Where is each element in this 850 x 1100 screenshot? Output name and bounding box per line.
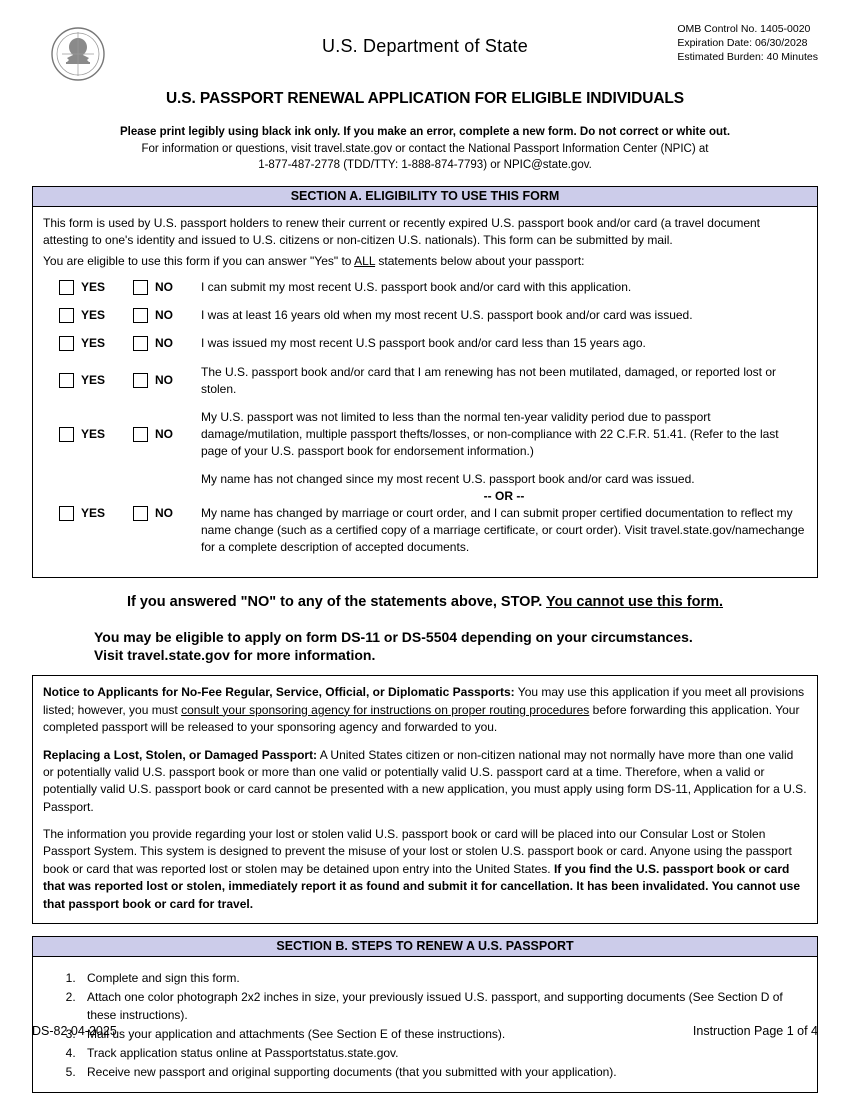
form-number: DS-82 04-2025 bbox=[32, 1024, 117, 1038]
eligibility-row bbox=[43, 307, 807, 324]
omb-expiration-date: Expiration Date: 06/30/2028 bbox=[677, 37, 808, 50]
intro-2-before: You are eligible to use this form if you can answer "Yes" to bbox=[43, 253, 355, 268]
visit-website-text: Visit travel.state.gov for more information. bbox=[94, 647, 376, 664]
yes-label: YES bbox=[81, 336, 106, 351]
section-a-header: SECTION A. ELIGIBILITY TO USE THIS FORM bbox=[32, 186, 818, 207]
yes-label: YES bbox=[81, 308, 106, 323]
eligibility-4-no-option[interactable] bbox=[133, 372, 199, 389]
eligibility-3-yes-option[interactable] bbox=[59, 335, 133, 352]
notices-box bbox=[32, 675, 818, 924]
yes-label: YES bbox=[81, 373, 106, 388]
eligibility-1-no-option[interactable] bbox=[133, 279, 199, 296]
stop-notice-line-1 bbox=[32, 592, 818, 614]
yes-label: YES bbox=[81, 505, 106, 520]
no-fee-notice bbox=[43, 684, 807, 736]
eligibility-5-yes-option[interactable] bbox=[59, 426, 133, 443]
list-item: 5. Receive new passport and original supporting documents (that you submitted with your application). bbox=[79, 1063, 807, 1081]
alternate-forms-text: You may be eligible to apply on form DS-11 or DS-5504 depending on your circumstances. bbox=[94, 628, 693, 645]
list-item: 4. Track application status online at Passportstatus.state.gov. bbox=[79, 1044, 807, 1062]
name-unchanged-text: My name has not changed since my most recent U.S. passport book and/or card was issued. bbox=[201, 471, 695, 486]
consular-system-text: The information you provide regarding your lost or stolen valid U.S. passport book or card will be placed into our Consular Lost or Stolen Passport System. This system is designed to prevent the misuse of your lost or stolen U.S. passport book or card. Anyone using the passport book or card that was reported lost or stolen may be detained upon entry into the United States. bbox=[43, 827, 792, 876]
no-label: NO bbox=[155, 426, 173, 441]
department-title: U.S. Department of State bbox=[322, 36, 528, 56]
no-label: NO bbox=[155, 505, 173, 520]
eligibility-row bbox=[43, 364, 807, 398]
page-label: Instruction Page 1 of 4 bbox=[692, 1024, 818, 1038]
checkbox-icon[interactable] bbox=[133, 336, 148, 351]
eligibility-1-text: I can submit my most recent U.S. passport book and/or card with this application. bbox=[201, 280, 632, 295]
print-instructions bbox=[32, 124, 818, 174]
consular-system-notice bbox=[43, 826, 807, 913]
eligibility-2-text: I was at least 16 years old when my most recent U.S. passport book and/or card was issued. bbox=[201, 308, 693, 323]
or-divider: -- OR -- bbox=[483, 488, 525, 503]
eligibility-5-no-option[interactable] bbox=[133, 426, 199, 443]
list-item: 2. Attach one color photograph 2x2 inches in size, your previously issued U.S. passport, and supporting documents (See Section D of these instructions). bbox=[79, 988, 807, 1024]
eligibility-row bbox=[43, 409, 807, 460]
omb-estimated-burden: Estimated Burden: 40 Minutes bbox=[677, 51, 818, 64]
checkbox-icon[interactable] bbox=[59, 280, 74, 295]
form-title: U.S. PASSPORT RENEWAL APPLICATION FOR ELIGIBLE INDIVIDUALS bbox=[165, 90, 685, 107]
omb-info bbox=[677, 22, 818, 65]
no-fee-notice-heading: Notice to Applicants for No-Fee Regular, Service, Official, or Diplomatic Passports: bbox=[43, 685, 515, 700]
eligibility-row bbox=[43, 279, 807, 296]
eligibility-row bbox=[43, 471, 807, 556]
section-a-intro-1: This form is used by U.S. passport holders to renew their current or recently expired U.S. passport book and/or card (a travel document attesting to one's identity and issued to U.S. citizens or non-citizen U.S. nationals). This form can be submitted by mail. bbox=[43, 216, 760, 247]
no-label: NO bbox=[155, 373, 173, 388]
checkbox-icon[interactable] bbox=[133, 373, 148, 388]
list-item: 3. Mail us your application and attachments (See Section E of these instructions). bbox=[79, 1025, 807, 1043]
no-label: NO bbox=[155, 280, 173, 295]
replacing-passport-text: A United States citizen or non-citizen national may not normally have more than one valid or potentially valid U.S. passport book or more than one valid or potentially valid U.S. passport card at a time. Therefore, when a valid or potentially valid U.S. passport book or card cannot be presented with a new application, you must apply using form DS-11, Application for a U.S. Passport. bbox=[43, 747, 807, 814]
eligibility-4-yes-option[interactable] bbox=[59, 372, 133, 389]
eligibility-4-text: The U.S. passport book and/or card that I am renewing has not been mutilated, damaged, or reported lost or stolen. bbox=[201, 364, 776, 396]
replacing-passport-heading: Replacing a Lost, Stolen, or Damaged Passport: bbox=[43, 747, 318, 762]
intro-2-all: ALL bbox=[354, 253, 376, 268]
stop-text: If you answered "NO" to any of the statements above, STOP. bbox=[126, 593, 547, 610]
section-a-intro-2 bbox=[43, 253, 807, 270]
checkbox-icon[interactable] bbox=[59, 336, 74, 351]
name-changed-text: My name has changed by marriage or court order, and I can submit proper certified documentation to reflect my name change (such as a certified copy of a marriage certificate, or court order). Visit travel.state.gov/namechange for a complete description of accepted documents. bbox=[201, 505, 805, 554]
state-department-seal-icon bbox=[50, 26, 106, 82]
checkbox-icon[interactable] bbox=[133, 427, 148, 442]
checkbox-icon[interactable] bbox=[59, 506, 74, 521]
stop-notice bbox=[32, 592, 818, 666]
eligibility-6-no-option[interactable] bbox=[133, 505, 199, 522]
eligibility-row bbox=[43, 335, 807, 352]
eligibility-6-text bbox=[199, 471, 807, 556]
section-b-header: SECTION B. STEPS TO RENEW A U.S. PASSPORT bbox=[32, 936, 818, 957]
replacing-passport-notice bbox=[43, 747, 807, 817]
checkbox-icon[interactable] bbox=[133, 308, 148, 323]
no-fee-notice-underline: consult your sponsoring agency for instructions on proper routing procedures bbox=[181, 702, 590, 717]
contact-notice-line-1: For information or questions, visit travel.state.gov or contact the National Passport Information Center (NPIC) at bbox=[141, 142, 709, 155]
no-label: NO bbox=[155, 308, 173, 323]
stop-notice-line-2 bbox=[32, 628, 818, 666]
omb-control-number: OMB Control No. 1405-0020 bbox=[677, 23, 811, 35]
eligibility-6-yes-option[interactable] bbox=[59, 505, 133, 522]
eligibility-2-no-option[interactable] bbox=[133, 307, 199, 324]
checkbox-icon[interactable] bbox=[59, 373, 74, 388]
eligibility-5-text: My U.S. passport was not limited to less than the normal ten-year validity period due to passport damage/mutilation, multiple passport thefts/losses, or non-compliance with 22 C.F.R. 51.41. (Refer to the last page of your U.S. passport book for endorsement information.) bbox=[201, 409, 779, 458]
document-footer bbox=[32, 1024, 818, 1038]
contact-notice-line-2: 1-877-487-2778 (TDD/TTY: 1-888-874-7793) or NPIC@state.gov. bbox=[258, 159, 592, 172]
intro-2-after: statements below about your passport: bbox=[375, 253, 585, 268]
checkbox-icon[interactable] bbox=[133, 280, 148, 295]
checkbox-icon[interactable] bbox=[59, 308, 74, 323]
no-fee-notice-text-1: You may use this application if you meet all provisions listed; however, you must bbox=[43, 685, 805, 717]
eligibility-3-text: I was issued my most recent U.S passport book and/or card less than 15 years ago. bbox=[201, 336, 646, 351]
eligibility-list bbox=[43, 279, 807, 555]
yes-label: YES bbox=[81, 280, 106, 295]
print-legibly-notice: Please print legibly using black ink only. If you make an error, complete a new form. Do not correct or white out. bbox=[119, 126, 731, 138]
list-item: 1. Complete and sign this form. bbox=[79, 969, 807, 987]
section-a-body bbox=[32, 207, 818, 578]
no-label: NO bbox=[155, 336, 173, 351]
eligibility-1-yes-option[interactable] bbox=[59, 279, 133, 296]
eligibility-2-yes-option[interactable] bbox=[59, 307, 133, 324]
eligibility-3-no-option[interactable] bbox=[133, 335, 199, 352]
checkbox-icon[interactable] bbox=[59, 427, 74, 442]
no-fee-notice-text-2: before forwarding this application. Your completed passport will be released to your sponsoring agency and forwarded to you. bbox=[43, 702, 800, 735]
checkbox-icon[interactable] bbox=[133, 506, 148, 521]
consular-system-bold-text: If you find the U.S. passport book or card that was reported lost or stolen, immediately report it as found and submit it for cancellation. It has been invalidated. You cannot use that passport book or card for travel. bbox=[43, 861, 801, 911]
yes-label: YES bbox=[81, 426, 106, 441]
document-header bbox=[32, 18, 818, 88]
cannot-use-text: You cannot use this form. bbox=[546, 593, 724, 610]
